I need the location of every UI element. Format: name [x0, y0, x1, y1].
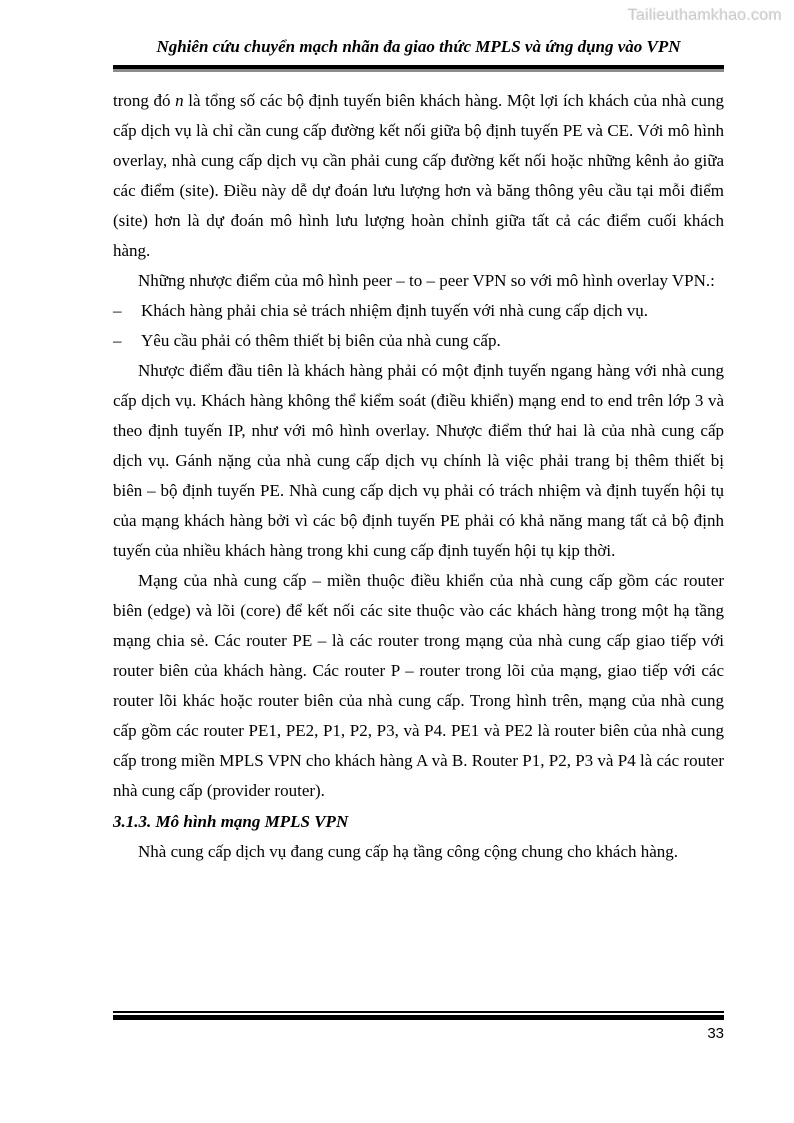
page-header — [113, 35, 724, 72]
page-body — [113, 86, 724, 867]
list-item — [113, 326, 724, 356]
paragraph-peer-to-peer-drawbacks-intro: Những nhược điểm của mô hình peer – to – peer VPN so với mô hình overlay VPN.: — [138, 271, 715, 290]
dash-bullet-marker: – — [113, 301, 122, 320]
paragraph-overlay-benefit — [113, 86, 724, 266]
page-footer — [113, 1011, 724, 1042]
section-heading-3-1-3: 3.1.3. Mô hình mạng MPLS VPN — [113, 812, 349, 831]
paragraph-text: trong đó — [113, 91, 176, 110]
paragraph-drawbacks-detail: Nhược điểm đầu tiên là khách hàng phải có một định tuyến ngang hàng với nhà cung cấp dịch vụ. Khách hàng không thể kiểm soát (điều khiển) mạng end to end trên lớp 3 và theo định tuyến IP, như với mô hình overlay. Nhược điểm thứ hai là của nhà cung cấp dịch vụ. Gánh nặng của nhà cung cấp dịch vụ chính là việc phải trang bị thêm thiết bị biên – bộ định tuyến PE. Nhà cung cấp dịch vụ phải có trách nhiệm và định tuyến hội tụ của mạng khách hàng bởi vì các bộ định tuyến PE phải có khả năng mang tất cả bộ định tuyến của nhiều khách hàng trong khi cung cấp định tuyến hội tụ kịp thời. — [113, 361, 724, 560]
paragraph-text: là tổng số các bộ định tuyến biên khách hàng. Một lợi ích khách của nhà cung cấp dịch vụ là chỉ cần cung cấp đường kết nối giữa bộ định tuyến PE và CE. Với mô hình overlay, nhà cung cấp dịch vụ cần phải cung cấp đường kết nối hoặc những kênh ảo giữa các điểm (site). Điều này dễ dự đoán lưu lượng hơn và băng thông yêu cầu tại mỗi điểm (site) hơn là dự đoán mô hình lưu lượng hoàn chỉnh giữa tất cả các điểm cuối khách hàng. — [113, 91, 724, 260]
paragraph-mpls-vpn-model: Nhà cung cấp dịch vụ đang cung cấp hạ tầng công cộng chung cho khách hàng. — [138, 842, 679, 861]
running-head-title: Nghiên cứu chuyển mạch nhãn đa giao thức MPLS và ứng dụng vào VPN — [156, 37, 681, 56]
footer-rule-thick — [113, 1015, 724, 1020]
dash-bullet-marker: – — [113, 331, 122, 350]
header-rule-shadow — [113, 69, 724, 72]
site-watermark: Tailieuthamkhao.com — [627, 7, 782, 24]
paragraph-provider-network: Mạng của nhà cung cấp – miền thuộc điều khiển của nhà cung cấp gồm các router biên (edge) và lõi (core) để kết nối các site thuộc vào các khách hàng trong một hạ tầng mạng chia sẻ. Các router PE – là các router trong mạng của nhà cung cấp giao tiếp với router biên của khách hàng. Các router P – router trong lõi của mạng, giao tiếp với các router lõi khác hoặc router biên của nhà cung cấp. Trong hình trên, mạng của nhà cung cấp gồm các router PE1, PE2, P1, P2, P3, và P4. PE1 và PE2 là router biên của nhà cung cấp trong miền MPLS VPN cho khách hàng A và B. Router P1, P2, P3 và P4 là các router nhà cung cấp (provider router). — [113, 571, 724, 800]
list-item — [113, 296, 724, 326]
list-item-text: Yêu cầu phải có thêm thiết bị biên của nhà cung cấp. — [141, 331, 501, 350]
page-number: 33 — [707, 1025, 724, 1042]
list-item-text: Khách hàng phải chia sẻ trách nhiệm định tuyến với nhà cung cấp dịch vụ. — [141, 301, 649, 320]
math-variable-n: n — [175, 91, 184, 110]
